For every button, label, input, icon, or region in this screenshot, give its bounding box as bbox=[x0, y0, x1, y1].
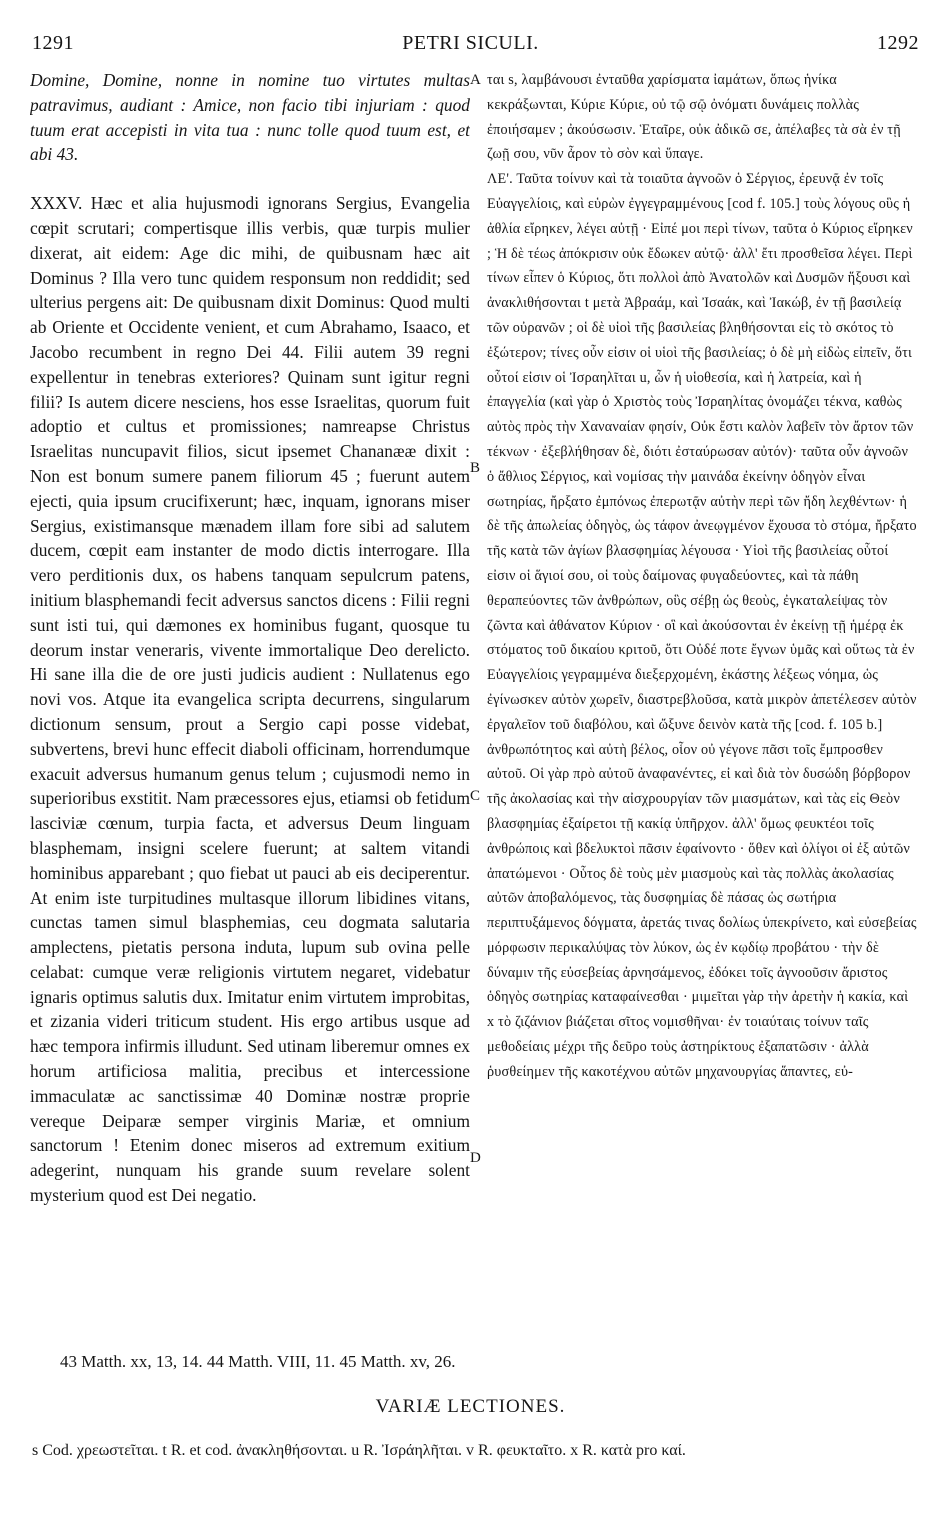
page-number-right: 1292 bbox=[877, 32, 919, 54]
variae-lectiones: s Cod. χρεωστεῖται. t R. et cod. ἀνακληθήσονται. u R. Ἰσράηλῆται. v R. φευκταῖτο. x R. κατὰ pro καί. bbox=[32, 1442, 686, 1459]
margin-letters bbox=[468, 0, 488, 1540]
latin-chapter-xxxv: XXXV. Hæc et alia hujusmodi ignorans Sergius, Evangelia cœpit scrutari; compertisque illis verbis, quæ turpis mulier dixerat, ait eidem: Age dic mihi, de quibusnam hæc ait Dominus ? Illa vero tunc quidem responsum non reddidit; sed ulterius pergens ait: De quibusnam dixit Dominus: Quod multi ab Oriente et Occidente venient, et cum Abrahamo, Isaaco, et Jacobo recumbent in regno Dei 44. Filii autem 39 regni expellentur in tenebras exteriores? Quinam sunt igitur regni filii? Is autem dicere nesciens, hos esse Israelitas, quorum fuit adoptio et cultus et promissiones; namreapse Christus Israelitas nuncupavit filios, sicut ipsemet Chananææ dixit : Non est bonum sumere panem filiorum 45 ; fuerunt autem ejecti, quia ipsum crucifixerunt; hæc, inquam, ignorans miser Sergius, existimansque mænadem illam fore sibi ad salutem ducem, cœpit eam instanter de modo dictis interrogare. Illa vero perditionis dux, os habens tanquam sepulcrum patens, initium blasphemandi fecit adversus sanctos dicens : Filii regni sunt isti tui, qui dæmones ex hominibus fugant, quosque tu deorum instar veneraris, vivente immortalique Deo derelicto. Hi sane illa die de ore justi judicis audient : Nullatenus ego novi vos. Atque ita evangelica scripta decurrens, singularum dictionum sensum, prout a Sergio capi posse videbat, subvertens, brevi hunc effecit diaboli officinam, horrendumque exacuit adversus humanum genus telum ; cujusmodi nemo in superioribus exstitit. Nam præcessores ejus, etiamsi ob fetidum lasciviæ cœnum, turpia facta, et adversus Deum linguam blasphemam, insigni scelere fuerunt; at saltem vitandi hominibus apparebant ; quo fiebat ut pauci ab eis deciperentur. At enim iste turpitudines multasque illorum libidines vitans, cunctas tamen simul blasphemias, ceu dogmata salutaria amplectens, pietatis persona induta, lupum sub ovina pelle celabat: cumque veræ religionis virtutem negaret, videbatur ignaris optimus salutis dux. Imitatur enim virtutem improbitas, et zizania videri triticum student. His ergo artibus usque ad hæc tempora infirmis illudunt. Sed utinam liberemur omnes ex horum artificiosa malitia, precibus et intercessione immaculatæ ac sanctissimæ 40 Dominæ nostræ proprie vereque Deiparæ semper virginis Mariæ, et omnium sanctorum ! Etenim donec miseros ad extremum exitium adegerint, nunquam his grande suum revelare solent mysterium quod est Dei negatio. bbox=[30, 193, 470, 1206]
greek-chapter-le: ΛΕ'. Ταῦτα τοίνυν καὶ τὰ τοιαῦτα ἀγνοῶν ὁ Σέργιος, ἐρευνᾷ ἐν τοῖς Εὐαγγελίοις, καὶ εὑρὼν ἐγγεγραμμένους [cod f. 105.] τοὺς λόγους οὓς ἡ ἀθλία εἴρηκεν, λέγει αὐτῇ · Εἰπέ μοι περὶ τίνων, ταῦτα ὁ Κύριος εἴρηκεν ; Ἡ δὲ τέως ἀπόκρισιν οὐκ ἔδωκεν αὐτῷ· ἀλλ' ἔτι προσθεῖσα λέγει. Περὶ τίνων εἶπεν ὁ Κύριος, ὅτι πολλοὶ ἀπὸ Ἀνατολῶν καὶ Δυσμῶν ἥξουσι καὶ ἀνακλιθήσονται t μετὰ Ἀβραάμ, καὶ Ἰσαάκ, καὶ Ἰακώβ, ἐν τῇ βασιλείᾳ τῶν οὐρανῶν ; οἱ δὲ υἱοὶ τῆς βασιλείας βληθήσονται εἰς τὸ σκότος τὸ ἐξώτερον; τίνες οὖν εἰσιν οἱ υἱοὶ τῆς βασιλείας; ὁ δὲ μὴ εἰδὼς εἰπεῖν, ὅτι οὗτοί εἰσιν οἱ Ἰσραηλῖται u, ὧν ἡ υἱοθεσία, καὶ ἡ λατρεία, καὶ ἡ ἐπαγγελία (καὶ γὰρ ὁ Χριστὸς τοὺς Ἰσραηλίτας ὀνομάζει τέκνα, καθὼς αὐτὸς πρὸς τὴν Χαναναίαν φησίν, Οὐκ ἔστι καλὸν λαβεῖν τὸν ἄρτον τῶν τέκνων · ἐξεβλήθησαν δὲ, διότι ἐσταύρωσαν αὐτόν)· ταῦτα οὖν ἀγνοῶν ὁ ἄθλιος Σέργιος, καὶ νομίσας τὴν μαινάδα ἐκείνην ὁδηγὸν εἶναι σωτηρίας, ἤρξατο ἐμπόνως ἐπερωτᾷν αὐτὴν περὶ τῶν ἤδη λεχθέντων· ἡ δὲ τῆς ἀπωλείας ὁδηγὸς, ὡς τάφον ἀνεῳγμένον ἔχουσα τὸ στόμα, ἤρξατο τῆς κατὰ τῶν ἁγίων βλασφημίας λέγουσα · Υἱοὶ τῆς βασιλείας οὗτοί εἰσιν οἱ ἅγιοί σου, οἱ τοὺς δαίμονας φυγαδεύοντες, καὶ τὰ πάθη θεραπεύοντες τῶν ἀνθρώπων, οὓς σέβῃ ὡς θεοὺς, ἐγκαταλείψας τὸν ζῶντα καὶ ἀθάνατον Κύριον · οἳ καὶ ἀκούσονται ἐν ἐκείνῃ τῇ ἡμέρᾳ ἐκ στόματος τοῦ δικαίου κριτοῦ, ὅτι Οὐδέ ποτε ἔγνων ὑμᾶς καὶ οὕτως τὰ ἐν Εὐαγγελίοις γεγραμμένα διεξερχομένη, ἑκάστης λέξεως νόημα, ὡς ἐγίνωσκεν αὐτὸν χωρεῖν, διαστρεβλοῦσα, κατὰ μικρὸν ἀπετέλεσεν αὐτὸν ἐργαλεῖον τοῦ διαβόλου, καὶ ὤξυνε δεινὸν κατὰ τῆς [cod. f. 105 b.] ἀνθρωπότητος καὶ αὐτὴ βέλος, οἷον οὐ γέγονε πᾶσι τοῖς ἔμπροσθεν αὐτοῦ. Οἱ γὰρ πρὸ αὐτοῦ ἀναφανέντες, εἰ καὶ διὰ τὸν δυσώδη βόρβορον τῆς ἀκολασίας καὶ τὴν αἰσχρουργίαν τῶν μιασμάτων, καὶ τὰς εἰς Θεὸν βλασφημίας ἐξαίρετοι τῇ κακίᾳ ὑπῆρχον. ἀλλ' ὅμως φευκτέοι τοῖς ἀνθρώποις καὶ βδελυκτοὶ πᾶσιν ἐφαίνοντο · ὅθεν καὶ ὀλίγοι οἱ ἐξ αὐτῶν ἀπατώμενοι · Οὗτος δὲ τοὺς μὲν μιασμοὺς καὶ τὰς πολλὰς ἀκολασίας αὐτῶν ἀποβαλόμενος, τὰς δυσφημίας δὲ πάσας ὡς σωτήρια περιπτυξάμενος δόγματα, ἀρετάς τινας δολίως ὑπεκρίνετο, καὶ εὐσεβείας μόρφωσιν περικαλύψας τὸν λύκον, ὡς ἐν κῳδίῳ προβάτου · τὴν δὲ δύναμιν τῆς εὐσεβείας ἀρνησάμενος, ἐδόκει τοῖς ἀγνοοῦσιν ἄριστος ὁδηγὸς σωτηρίας καταφαίνεσθαι · μιμεῖται γὰρ τὴν ἀρετὴν ἡ κακία, καὶ x τὸ ζιζάνιον βιάζεται σῖτος νομισθῆναι· ἐν τοιαύταις τοίνυν ταῖς μεθοδείαις μέχρι τῆς δεῦρο τοὺς ἀστηρίκτους ἐξαπατῶσιν · ἀλλὰ ῥυσθείημεν τῆς κακοτέχνου αὐτῶν μηχανουργίας ἅπαντες, εὐ- bbox=[487, 171, 917, 1080]
page-number-left: 1291 bbox=[32, 32, 74, 54]
margin-letter-a: A bbox=[470, 72, 481, 88]
latin-column bbox=[30, 68, 470, 1348]
latin-intro: Domine, Domine, nonne in nomine tuo virtutes multas patravimus, audiant : Amice, non facio tibi injuriam : quod tuum erat accepisti in vita tua : nunc tolle quod tuum est, et abi 43. bbox=[30, 70, 470, 165]
running-title: PETRI SICULI. bbox=[402, 32, 539, 54]
greek-column bbox=[487, 68, 919, 1348]
greek-intro: ται s, λαμβάνουσι ἐνταῦθα χαρίσματα ἰαμάτων, ὅπως ἡνίκα κεκράξωνται, Κύριε Κύριε, οὐ τῷ σῷ ὀνόματι δυνάμεις πολλὰς ἐποιήσαμεν ; ἀκούσωσιν. Ἑταῖρε, οὐκ ἀδικῶ σε, ἀπέλαβες τὰ σὰ ἐν τῇ ζωῇ σου, νῦν ἆρον τὸ σὸν καὶ ὕπαγε. bbox=[487, 72, 901, 163]
margin-letter-d: D bbox=[470, 1150, 481, 1166]
margin-letter-c: C bbox=[470, 788, 481, 804]
footnotes: 43 Matth. xx, 13, 14. 44 Matth. VIII, 11. 45 Matth. xv, 26. bbox=[60, 1352, 456, 1371]
variae-lectiones-title: VARIÆ LECTIONES. bbox=[375, 1396, 566, 1417]
margin-letter-b: B bbox=[470, 460, 481, 476]
